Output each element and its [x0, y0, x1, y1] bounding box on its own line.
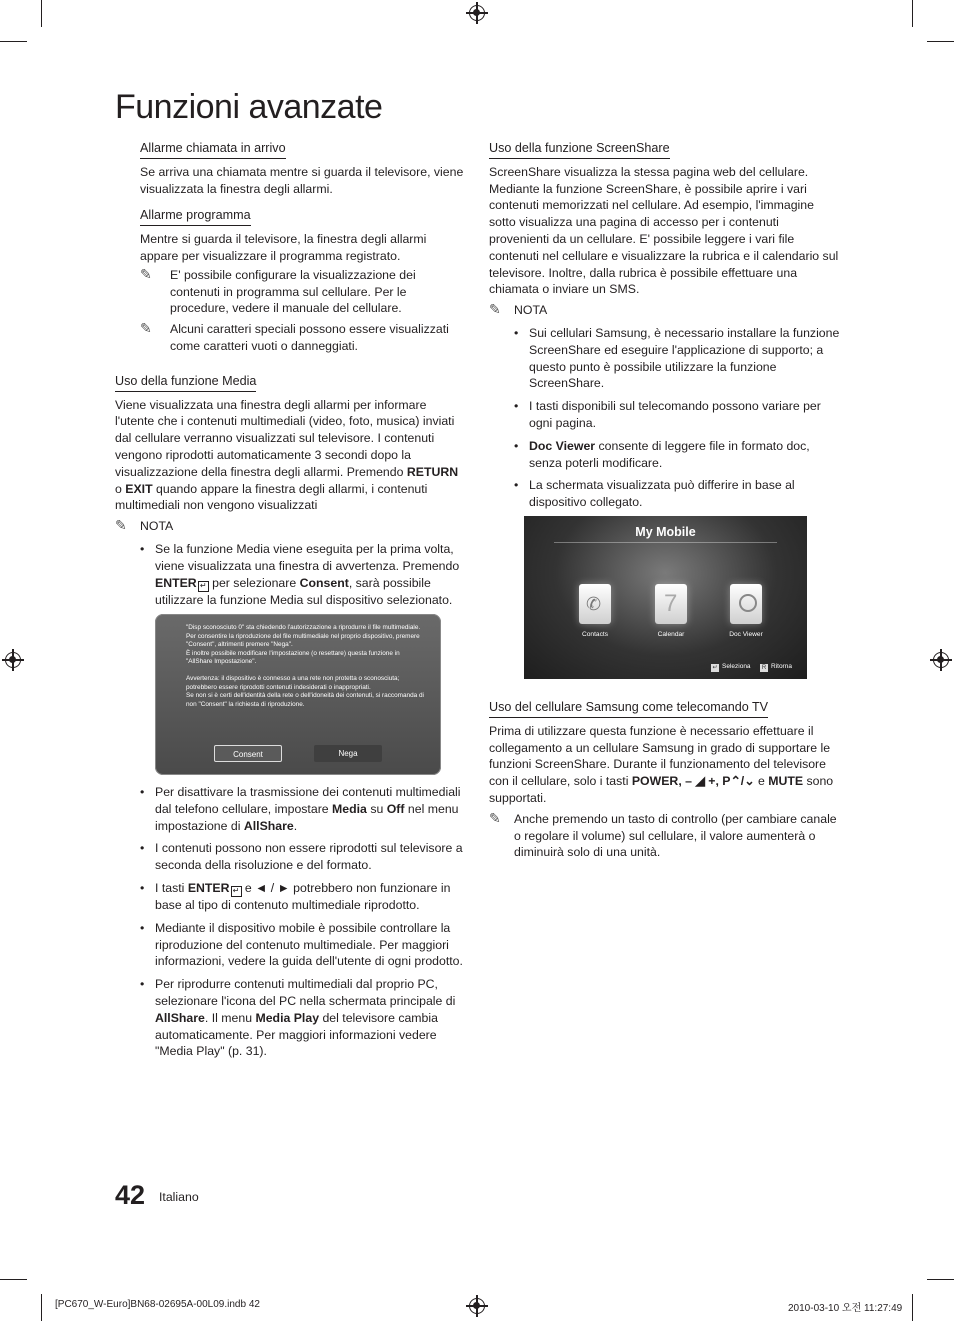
note: ✎ E' possibile configurare la visualizzazione dei contenuti in programma sul cellulare. Per le procedure, vedere il manuale del cellulare. [140, 265, 416, 316]
registration-mark-icon [469, 5, 485, 21]
divider [554, 542, 777, 543]
pencil-icon: ✎ [489, 301, 501, 318]
bullet-list [115, 541, 465, 608]
list-item: • Sui cellulari Samsung, è necessario installare la funzione ScreenShare ed eseguire l'applicazione di supporto; a questo punto è possibile utilizzare la funzione ScreenShare. [514, 325, 841, 392]
contacts-label: Contacts [581, 631, 609, 638]
paragraph: Prima di utilizzare questa funzione è necessario effettuare il collegamento a un cellulare Samsung in grado di supportare le funzioni ScreenShare. Durante il funzionamento del televisore con il cellulare, solo i tasti POWER, – ◢ +, P⌃/⌄ e MUTE sono supportati. [489, 723, 834, 805]
crop-mark [927, 1279, 954, 1280]
paragraph: Se arriva una chiamata mentre si guarda il televisore, viene visualizzata la finestra degli allarmi. [140, 164, 464, 196]
paragraph: Mentre si guarda il televisore, la finestra degli allarmi appare per visualizzare il programma registrato. [140, 232, 427, 263]
enter-icon: ↵ [712, 665, 718, 671]
print-file-info: [PC670_W-Euro]BN68-02695A-00L09.indb 42 [55, 1299, 260, 1310]
media-permission-dialog [155, 614, 441, 775]
page-number: 42 [115, 1180, 146, 1210]
list-item: • Mediante il dispositivo mobile è possibile controllare la riproduzione del contenuto multimediale. Per maggiori informazioni, vedere la guida dell'utente di ogni prodotto. [140, 920, 465, 970]
list-item: • Se la funzione Media viene eseguita per la prima volta, viene visualizzata una finestra di avvertenza. Premendo ENTER ↵ per selezionare Consent, sarà possibile utilizzare la funzione Media sul dispositivo selezionato. [140, 541, 465, 608]
registration-mark-icon [469, 1298, 485, 1314]
pencil-icon: ✎ [489, 809, 501, 826]
note: ✎ Anche premendo un tasto di controllo (per cambiare canale o regolare il volume) sul cellulare, il valore aumenterà o diminuirà solo di una unità. [489, 809, 837, 860]
note: ✎ Alcuni caratteri speciali possono essere visualizzati come caratteri vuoti o danneggiati. [140, 320, 449, 353]
list-item: • Per disattivare la trasmissione dei contenuti multimediali dal telefono cellulare, impostare Media su Off nel menu impostazione di AllShare. [140, 784, 465, 834]
paragraph: Viene visualizzata una finestra degli allarmi per informare l'utente che i contenuti multimediali (video, foto, musica) inviati dal cellulare verranno visualizzati sul televisore. I contenuti vengono riprodotti automaticamente 3 secondi dopo la visualizzazione della finestra degli allarmi. Premendo RETURN o EXIT quando appare la finestra degli allarmi, i contenuti multimediali non vengono visualizzati [115, 397, 459, 513]
right-column-bottom [489, 699, 841, 865]
nota-heading: ✎ NOTA [115, 517, 174, 534]
seleziona-hint: ↵ Seleziona [712, 663, 751, 671]
contacts-icon[interactable] [579, 584, 611, 624]
list-item: • I tasti ENTER ↵ e ◄ / ► potrebbero non funzionare in base al tipo di contenuto multimediale riprodotto. [140, 880, 465, 914]
crop-mark [927, 41, 954, 42]
bullet-list [140, 784, 465, 1060]
left-column-bottom [140, 784, 465, 1065]
crop-mark [41, 0, 42, 27]
nota-heading: ✎ NOTA [489, 301, 548, 318]
right-column [489, 140, 841, 516]
calendar-label: Calendar [657, 631, 685, 638]
magnifier-icon [739, 594, 757, 612]
registration-mark-icon [933, 652, 949, 668]
crop-mark [912, 0, 913, 27]
section-heading: Allarme chiamata in arrivo [140, 140, 286, 159]
my-mobile-title: My Mobile [635, 525, 696, 539]
my-mobile-screen [524, 516, 807, 679]
list-item: • I tasti disponibili sul telecomando possono variare per ogni pagina. [514, 398, 841, 432]
left-column [115, 140, 465, 613]
crop-mark [0, 1279, 27, 1280]
calendar-icon[interactable]: 7 [655, 584, 687, 624]
section-heading: Uso della funzione ScreenShare [489, 140, 670, 159]
page-title: Funzioni avanzate [115, 88, 383, 126]
pencil-icon: ✎ [140, 320, 152, 337]
consent-button[interactable]: Consent [214, 745, 282, 762]
return-icon: R [761, 665, 767, 671]
crop-mark [41, 1294, 42, 1321]
bullet-list [489, 325, 841, 511]
crop-mark [0, 41, 27, 42]
pencil-icon: ✎ [115, 517, 127, 534]
nega-button[interactable]: Nega [314, 745, 382, 762]
dialog-message: "Disp sconosciuto 0" sta chiedendo l'autorizzazione a riprodurre il file multimediale. Per consentire la riproduzione del file multimediale nel proprio dispositivo, premere "Consent", altrimenti premere "Nega". È inoltre possibile modificare l'impostazione (o resettare) questa funzione in "AllShare Impostazione". Avvertenza: il dispositivo è connesso a una rete non protetta o sconosciuta; potrebbero essere riprodotti contenuti indesiderati o inappropriati. Se non si è certi dell'identità della rete o dell'idoneità dei contenuti, si raccomanda di non "Consent" la richiesta di riproduzione. [186, 624, 424, 708]
section-heading: Uso del cellulare Samsung come telecomando TV [489, 699, 768, 718]
crop-mark [912, 1294, 913, 1321]
list-item: • I contenuti possono non essere riprodotti sul televisore a seconda della risoluzione e del formato. [140, 840, 465, 874]
print-datetime: 2010-03-10 오전 11:27:49 [788, 1303, 903, 1314]
section-heading: Uso della funzione Media [115, 373, 256, 392]
list-item: • Per riprodurre contenuti multimediali dal proprio PC, selezionare l'icona del PC nella schermata principale di AllShare. Il menu Media Play del televisore cambia automaticamente. Per maggiori informazioni vedere "Media Play" (p. 31). [140, 976, 465, 1060]
doc-viewer-icon[interactable] [730, 584, 762, 624]
page-language: Italiano [159, 1190, 199, 1204]
section-heading: Allarme programma [140, 207, 251, 226]
pencil-icon: ✎ [140, 265, 152, 282]
phone-icon: ✆ [586, 594, 602, 614]
list-item: • La schermata visualizzata può differire in base al dispositivo collegato. [514, 477, 841, 511]
enter-icon: ↵ [231, 886, 242, 897]
doc-viewer-label: Doc Viewer [729, 631, 763, 638]
registration-mark-icon [5, 652, 21, 668]
paragraph: ScreenShare visualizza la stessa pagina web del cellulare. Mediante la funzione ScreenShare, è possibile aprire i vari contenuti memorizzati nel cellulare. Ad esempio, l'immagine sotto visualizza una pagina di accesso per i contenuti provenienti da un cellulare. E' possibile leggere i vari file contenuti nel cellulare e visualizzare la rubrica e il calendario sul televisore. Inoltre, dalla rubrica è possibile effettuare una chiamata o inviare un SMS. [489, 164, 839, 297]
enter-icon: ↵ [198, 581, 209, 592]
ritorna-hint: R Ritorna [761, 663, 792, 671]
list-item: • Doc Viewer consente di leggere file in formato doc, senza poterli modificare. [514, 438, 841, 472]
